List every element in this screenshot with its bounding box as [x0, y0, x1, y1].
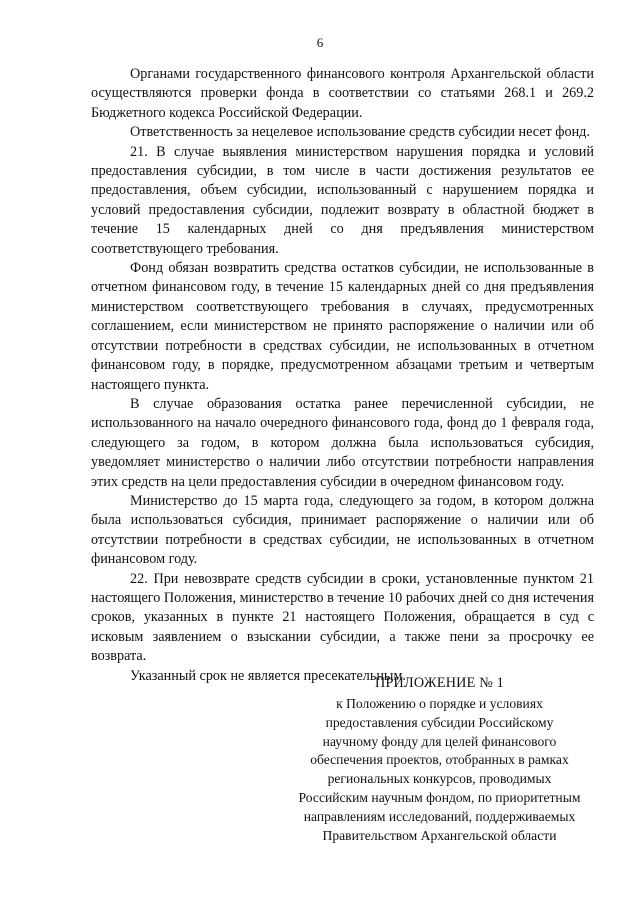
- appendix-line: Российским научным фондом, по приоритетным: [298, 789, 581, 805]
- paragraph-term-note: Указанный срок не является пресекательным.: [130, 667, 406, 684]
- paragraph-clause-22: 22. При невозврате средств субсидии в сроки, установленные пунктом 21 настоящего Положения, министерство в течение 10 рабочих дней со дня истечения сроков, указанных в пункте 21 настоящего Положения, обращается в суд с исковым заявлением о взыскании субсидии, а также пени за просрочку ее возврата.: [91, 570, 594, 665]
- page-number: 6: [316, 35, 324, 50]
- appendix-block: [272, 674, 607, 845]
- appendix-line: обеспечения проектов, отобранных в рамках: [310, 752, 569, 768]
- paragraph-clause-21: 21. В случае выявления министерством нарушения порядка и условий предоставления субсидии, в том числе в части достижения результатов ее предоставления, объем субсидии, использованный с нарушением порядка и условий предоставления субсидии, подлежит возврату в областной бюджет в течение 15 календарных дней со дня предъявления министерством соответствующего требования.: [91, 143, 594, 257]
- appendix-line: Правительством Архангельской области: [322, 827, 557, 843]
- paragraph-responsibility: Ответственность за нецелевое использование средств субсидии несет фонд.: [130, 124, 590, 141]
- paragraph-audit: Органами государственного финансового контроля Архангельской области осуществляются проверки фонда в соответствии со статьями 268.1 и 269.2 Бюджетного кодекса Российской Федерации.: [91, 66, 594, 121]
- document-body: [91, 65, 594, 686]
- appendix-line: к Положению о порядке и условиях: [336, 696, 543, 711]
- appendix-line: региональных конкурсов, проводимых: [327, 771, 552, 787]
- paragraph-return-remainder: Фонд обязан возвратить средства остатков субсидии, не использованные в отчетном финансовом году, в течение 15 календарных дней со дня предъявления министерством соответствующего требования в случаях, предусмотренных соглашением, если министерством не принято распоряжение о наличии или об отсутствии потребности в средствах субсидии, не использованных в отчетном финансовом году, в порядке, предусмотренном абзацами третьим и четвертым настоящего пункта.: [91, 260, 594, 393]
- paragraph-remainder-notice: В случае образования остатка ранее перечисленной субсидии, не использованного на начало очередного финансового года, фонд до 1 февраля года, следующего за годом, в котором должна была использоваться субсидия, уведомляет министерство о наличии либо отсутствии потребности направления этих средств на цели предоставления субсидии в очередном финансовом году.: [91, 395, 594, 490]
- appendix-line: предоставления субсидии Российскому: [325, 714, 554, 730]
- paragraph-ministry-decision: Министерство до 15 марта года, следующего за годом, в котором должна была использоваться субсидия, принимает распоряжение о наличии или об отсутствии потребности в средствах субсидии, не использованных в отчетном финансовом году.: [91, 492, 594, 568]
- appendix-line: направлениям исследований, поддерживаемых: [303, 808, 576, 824]
- appendix-line: научному фонду для целей финансового: [322, 733, 557, 749]
- appendix-title: ПРИЛОЖЕНИЕ № 1: [375, 675, 504, 691]
